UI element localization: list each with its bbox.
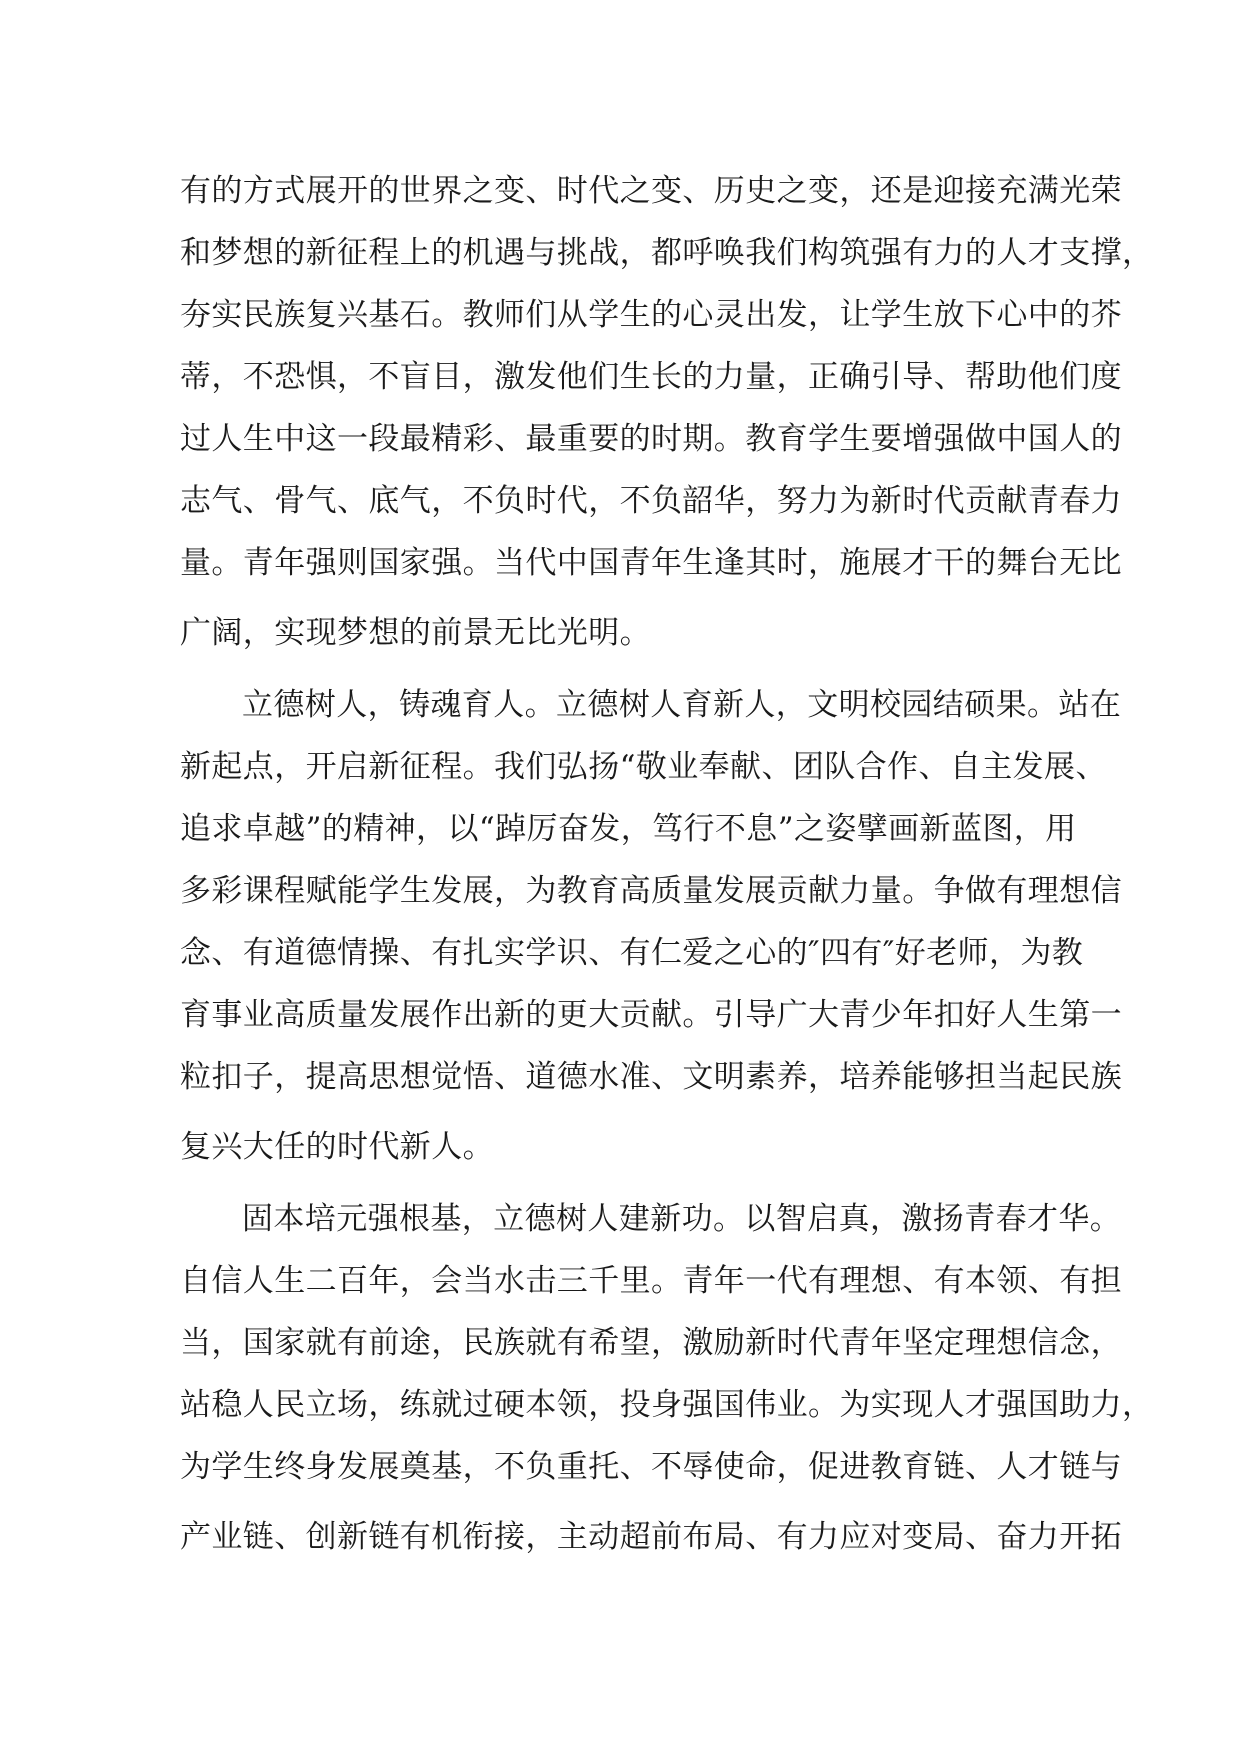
text-line: 夯实民族复兴基石。教师们从学生的心灵出发，让学生放下心中的芥 xyxy=(180,297,1122,333)
text-line: 固本培元强根基，立德树人建新功。以智启真，激扬青春才华。 xyxy=(242,1201,1122,1237)
text-line: 追求卓越”的精神，以“踔厉奋发，笃行不息”之姿擘画新蓝图，用 xyxy=(180,811,1077,847)
text-line: 为学生终身发展奠基，不负重托、不辱使命，促进教育链、人才链与 xyxy=(180,1449,1122,1485)
text-line: 和梦想的新征程上的机遇与挑战，都呼唤我们构筑强有力的人才支撑， xyxy=(180,235,1154,271)
paragraph-3 xyxy=(180,1188,1154,1568)
text-line: 有的方式展开的世界之变、时代之变、历史之变，还是迎接充满光荣 xyxy=(180,173,1122,209)
text-line: 育事业高质量发展作出新的更大贡献。引导广大青少年扣好人生第一 xyxy=(180,997,1122,1033)
text-line: 当，国家就有前途，民族就有希望，激励新时代青年坚定理想信念， xyxy=(180,1325,1122,1361)
text-line: 复兴大任的时代新人。 xyxy=(180,1129,494,1165)
text-line: 自信人生二百年，会当水击三千里。青年一代有理想、有本领、有担 xyxy=(180,1263,1122,1299)
text-line: 立德树人，铸魂育人。立德树人育新人，文明校园结硕果。站在 xyxy=(242,687,1122,723)
text-line: 站稳人民立场，练就过硬本领，投身强国伟业。为实现人才强国助力， xyxy=(180,1387,1154,1423)
text-line: 多彩课程赋能学生发展，为教育高质量发展贡献力量。争做有理想信 xyxy=(180,873,1122,909)
text-line: 新起点，开启新征程。我们弘扬“敬业奉献、团队合作、自主发展、 xyxy=(180,749,1107,785)
text-line: 念、有道德情操、有扎实学识、有仁爱之心的″四有″好老师，为教 xyxy=(180,935,1084,971)
text-line: 过人生中这一段最精彩、最重要的时期。教育学生要增强做中国人的 xyxy=(180,421,1122,457)
text-line: 产业链、创新链有机衔接，主动超前布局、有力应对变局、奋力开拓 xyxy=(180,1519,1122,1555)
paragraph-1 xyxy=(180,160,1154,674)
text-line: 蒂，不恐惧，不盲目，激发他们生长的力量，正确引导、帮助他们度 xyxy=(180,359,1122,395)
body-text xyxy=(180,160,1154,1568)
paragraph-2 xyxy=(180,674,1122,1188)
text-line: 志气、骨气、底气，不负时代，不负韶华，努力为新时代贡献青春力 xyxy=(180,483,1122,519)
text-line: 量。青年强则国家强。当代中国青年生逢其时，施展才干的舞台无比 xyxy=(180,545,1122,581)
text-line: 粒扣子，提高思想觉悟、道德水准、文明素养，培养能够担当起民族 xyxy=(180,1059,1122,1095)
text-line: 广阔，实现梦想的前景无比光明。 xyxy=(180,615,651,651)
